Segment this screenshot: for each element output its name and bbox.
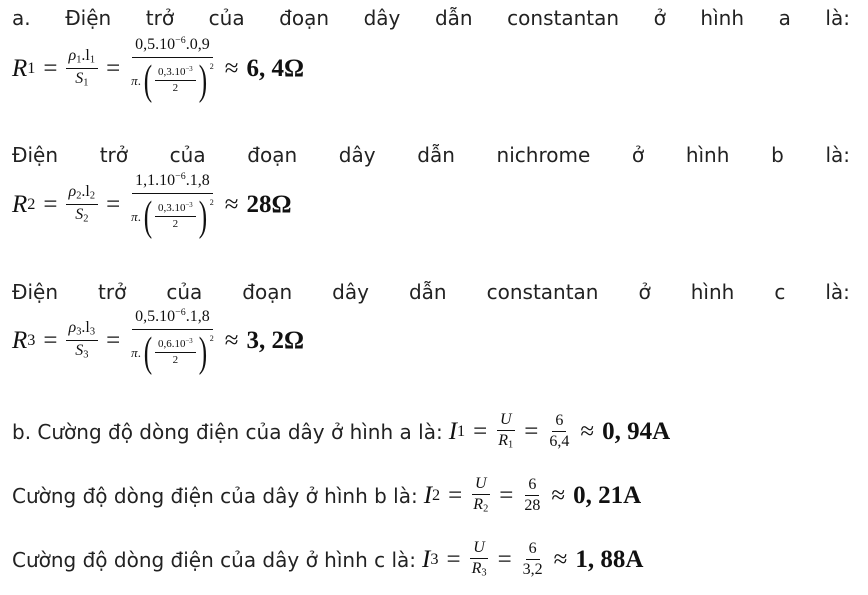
current-line-a: b. Cường độ dòng điện của dây ở hình a là: I 1 = $\frac{U}{R_1}$ = $\frac{6}{6,4}$ ≈ 0, 94A bbox=[12, 411, 671, 451]
word: Điện bbox=[12, 143, 59, 167]
word: hình bbox=[685, 143, 730, 167]
word: đoạn bbox=[279, 6, 330, 30]
word: dẫn bbox=[408, 280, 447, 304]
word: hình bbox=[690, 280, 735, 304]
word: dây bbox=[332, 280, 369, 304]
word: Điện bbox=[12, 280, 59, 304]
text-line-b bbox=[12, 143, 850, 167]
current-line-b: Cường độ dòng điện của dây ở hình b là: I 2 = $\frac{U}{R_2}$ = $\frac{6}{28}$ ≈ 0, 21A bbox=[12, 475, 642, 515]
word: của bbox=[169, 143, 206, 167]
word: nichrome bbox=[496, 143, 591, 167]
formula-r2: R 2 = $\frac{\rho_2.l_2}{S_2}$ = $1,1.10^{-6}.1,8$ π . ( $\frac{0,3.10^{-3}}{2}$ ) $^2$ ≈ 28Ω bbox=[12, 171, 292, 240]
word: ở bbox=[653, 6, 666, 30]
word: dây bbox=[363, 6, 401, 30]
word: trở bbox=[99, 143, 129, 167]
word: constantan bbox=[486, 280, 599, 304]
word: b bbox=[771, 143, 784, 167]
formula-r3: R 3 = $\frac{\rho_3.l_3}{S_3}$ = $0,5.10^{-6}.1,8$ π . ( $\frac{0,6.10^{-3}}{2}$ ) $^2$ ≈ 3, 2Ω bbox=[12, 307, 304, 376]
word: của bbox=[166, 280, 203, 304]
word: ở bbox=[631, 143, 645, 167]
current-line-c: Cường độ dòng điện của dây ở hình c là: I 3 = $\frac{U}{R_3}$ = $\frac{6}{3,2}$ ≈ 1, 88A bbox=[12, 539, 644, 579]
word: dây bbox=[338, 143, 376, 167]
word: đoạn bbox=[247, 143, 298, 167]
word: đoạn bbox=[242, 280, 293, 304]
formula-r1: R 1 = $\frac{\rho_1.l_1}{S_1}$ = $0,5.10^{-6}.0,9$ π . ( $\frac{0,3.10^{-3}}{2}$ ) $^2$ ≈ 6, 4Ω bbox=[12, 35, 304, 104]
word: là: bbox=[825, 6, 850, 30]
word: là: bbox=[825, 143, 850, 167]
word: a. bbox=[12, 6, 31, 30]
word: trở bbox=[98, 280, 127, 304]
word: c bbox=[774, 280, 786, 304]
word: Điện bbox=[65, 6, 112, 30]
word: là: bbox=[825, 280, 850, 304]
word: ở bbox=[638, 280, 651, 304]
word: hình bbox=[700, 6, 745, 30]
word: của bbox=[208, 6, 245, 30]
word: dẫn bbox=[434, 6, 473, 30]
word: trở bbox=[145, 6, 175, 30]
word: a bbox=[778, 6, 791, 30]
text-line-c bbox=[12, 280, 850, 304]
word: constantan bbox=[507, 6, 620, 30]
word: dẫn bbox=[417, 143, 455, 167]
text-line-a bbox=[12, 6, 850, 30]
